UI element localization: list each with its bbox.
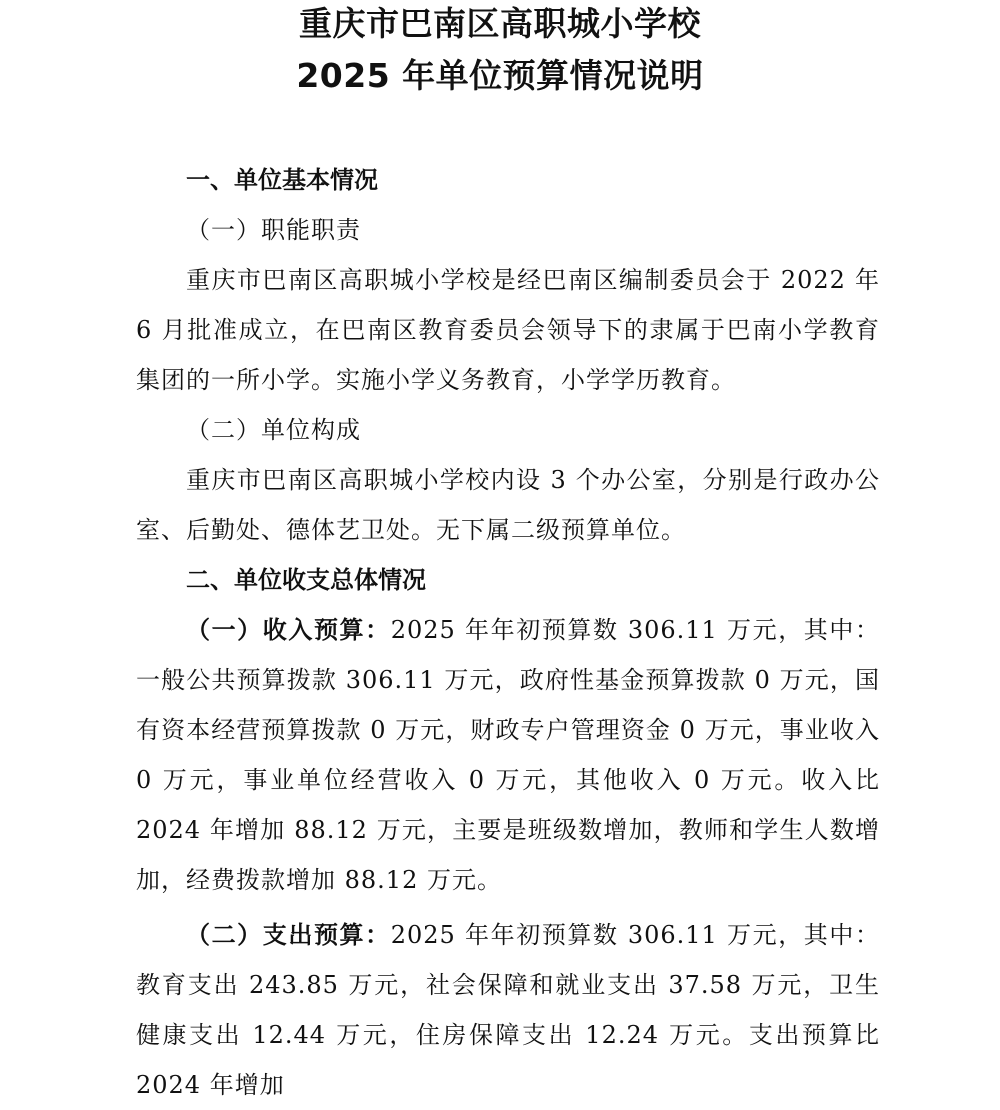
- paragraph-income-budget: [136, 605, 880, 905]
- expenditure-budget-text: 2025 年年初预算数 306.11 万元，其中：教育支出 243.85 万元，社会保障和就业支出 37.58 万元，卫生健康支出 12.44 万元，住房保障支出 12.24 万元。支出预算比 2024 年增加: [136, 921, 880, 1099]
- subsection-heading-functions: （一）职能职责: [186, 216, 361, 244]
- section-heading-basic-info: 一、单位基本情况: [186, 166, 378, 194]
- expenditure-budget-lead: （二）支出预算：: [186, 921, 391, 949]
- document-subtitle: 2025 年单位预算情况说明: [296, 56, 704, 95]
- section-heading-budget-overview: 二、单位收支总体情况: [186, 566, 426, 594]
- paragraph-expenditure-budget: [136, 910, 880, 1110]
- subsection-heading-composition: （二）单位构成: [186, 416, 361, 444]
- income-budget-text: 2025 年年初预算数 306.11 万元，其中：一般公共预算拨款 306.11 万元，政府性基金预算拨款 0 万元，国有资本经营预算拨款 0 万元，财政专户管理资金 0 万元，事业收入 0 万元，事业单位经营收入 0 万元，其他收入 0 万元。收入比 2024 年增加 88.12 万元，主要是班级数增加，教师和学生人数增加，经费拨款增加 88.12 万元。: [136, 616, 880, 894]
- paragraph-composition: 重庆市巴南区高职城小学校内设 3 个办公室，分别是行政办公室、后勤处、德体艺卫处。无下属二级预算单位。: [136, 466, 880, 544]
- income-budget-lead: （一）收入预算：: [186, 616, 391, 644]
- paragraph-functions: 重庆市巴南区高职城小学校是经巴南区编制委员会于 2022 年 6 月批准成立，在巴南区教育委员会领导下的隶属于巴南小学教育集团的一所小学。实施小学义务教育，小学学历教育。: [136, 266, 880, 394]
- document-title: 重庆市巴南区高职城小学校: [299, 4, 701, 43]
